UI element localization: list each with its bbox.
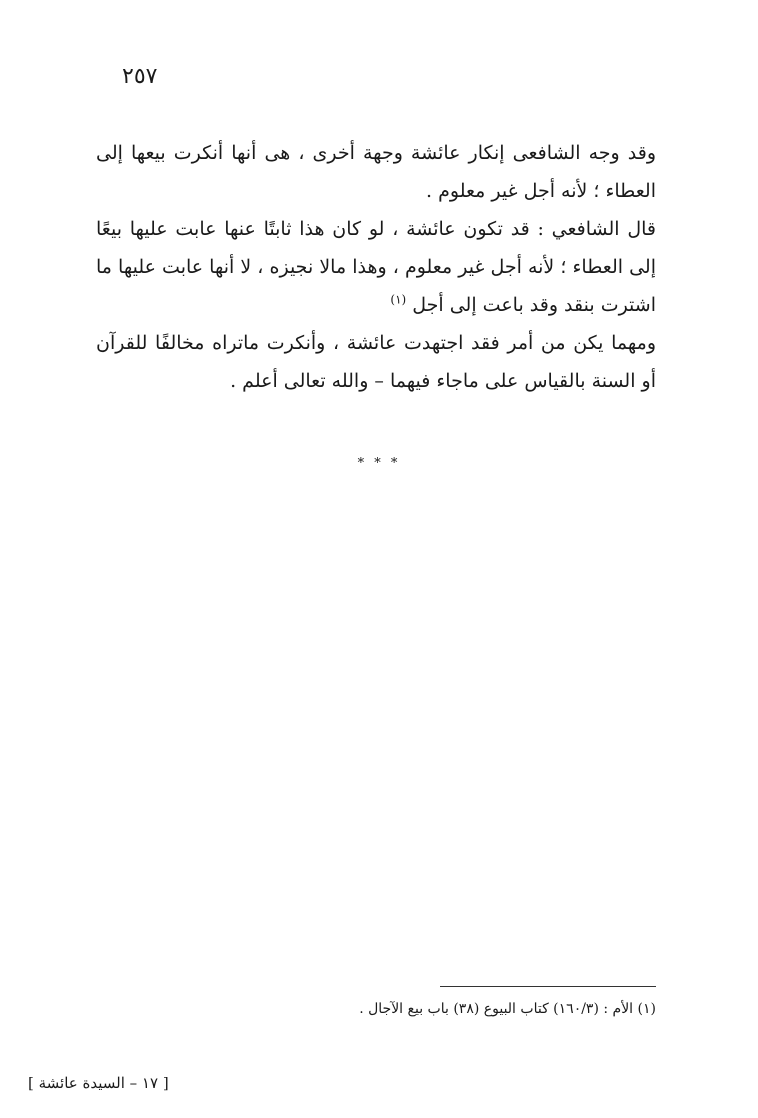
page-number: ٢٥٧: [122, 64, 158, 89]
section-separator: * * *: [357, 456, 401, 471]
paragraph-2-text: قال الشافعي : قد تكون عائشة ، لو كان هذا ثابتًا عنها عابت عليها بيعًا إلى العطاء ؛ لأنه أجل غير معلوم ، وهذا مالا نجيزه ، لا أنها عابت عليها ما اشترت بنقد وقد باعت إلى أجل: [96, 218, 656, 316]
footnote: (١) الأم : (١٦٠/٣) كتاب البيوع (٣٨) باب بيع الآجال .: [359, 1001, 656, 1017]
footnote-reference: (١): [390, 292, 407, 307]
paragraph-1-text: وقد وجه الشافعى إنكار عائشة وجهة أخرى ، هى أنها أنكرت بيعها إلى العطاء ؛ لأنه أجل غير معلوم .: [96, 142, 656, 202]
running-footer: [ ١٧ – السيدة عائشة ]: [28, 1074, 169, 1092]
paragraph-3-text: ومهما يكن من أمر فقد اجتهدت عائشة ، وأنكرت ماتراه مخالفًا للقرآن أو السنة بالقياس على ماجاء فيهما – والله تعالى أعلم .: [96, 332, 656, 392]
body-text: [96, 134, 656, 400]
paragraph-1: [96, 134, 656, 210]
paragraph-3: [96, 324, 656, 400]
paragraph-2: [96, 210, 656, 324]
footnote-rule: [440, 986, 656, 987]
